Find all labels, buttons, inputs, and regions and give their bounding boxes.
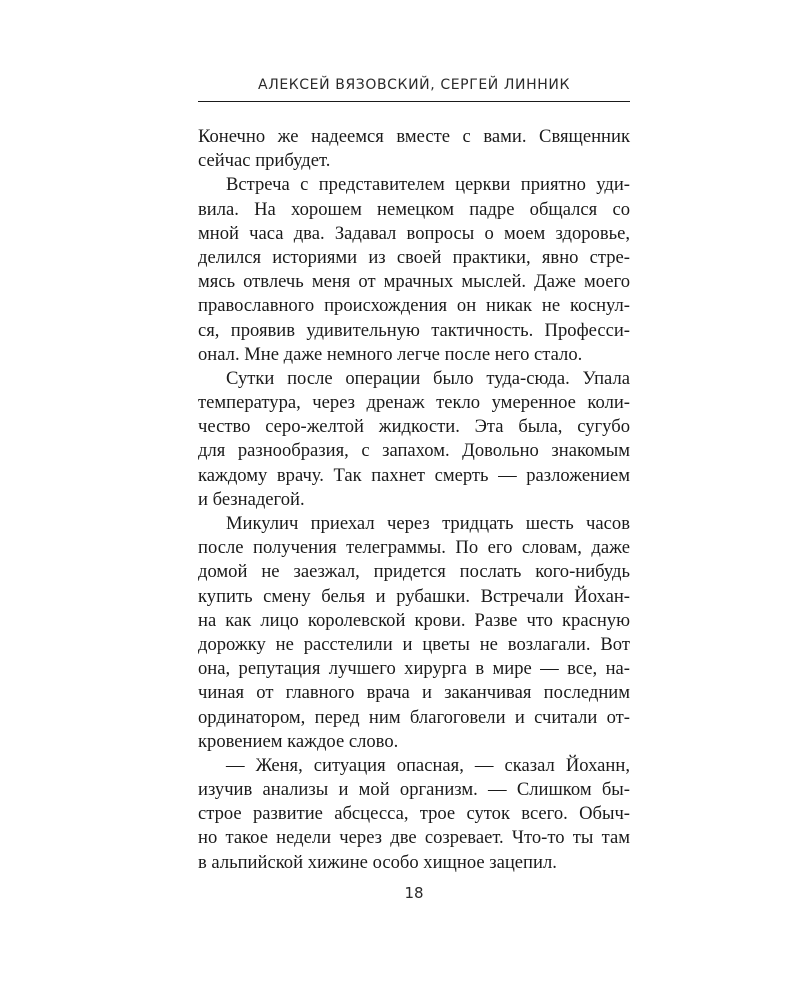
text-line: для разнообразия, с запахом. Довольно знакомым [198,440,630,462]
text-line: домой не заезжал, придется послать кого-нибудь [198,561,630,583]
running-header: АЛЕКСЕЙ ВЯЗОВСКИЙ, СЕРГЕЙ ЛИННИК [258,77,570,93]
text-line: строе развитие абсцесса, трое суток всего. Обыч- [198,803,630,825]
text-line: православного происхождения он никак не коснул- [198,295,630,317]
text-line: Микулич приехал через тридцать шесть часов [226,513,630,534]
text-line: температура, через дренаж текло умеренное коли- [198,392,630,414]
page-number: 18 [404,884,424,902]
text-line: в альпийской хижине особо хищное зацепил. [198,851,557,873]
text-line: чество серо-желтой жидкости. Эта была, сугубо [198,416,630,438]
text-line: мной часа два. Задавал вопросы о моем здоровье, [198,222,630,244]
body-text [198,125,630,875]
text-line: Встреча с представителем церкви приятно уди- [226,174,630,196]
text-line: купить смену белья и рубашки. Встречали Йохан- [198,585,630,607]
text-line: вила. На хорошем немецком падре общался со [198,198,630,220]
text-line: она, репутация лучшего хирурга в мире — все, на- [198,658,630,680]
text-line: каждому врачу. Так пахнет смерть — разложением [198,464,630,486]
text-line: Конечно же надеемся вместе с вами. Священник [198,126,630,147]
text-line: после получения телеграммы. По его словам, даже [198,537,630,559]
text-line: ся, проявив удивительную тактичность. Професси- [198,319,630,341]
text-line: на как лицо королевской крови. Разве что красную [198,609,630,631]
text-line: мясь отвлечь меня от мрачных мыслей. Даже моего [198,271,630,293]
text-line: кровением каждое слово. [198,730,399,752]
text-line: и безнадегой. [198,488,305,510]
text-line: сейчас прибудет. [198,150,331,172]
header-rule [198,101,630,102]
text-line: Сутки после операции было туда-сюда. Упала [226,367,630,389]
text-line: изучив анализы и мой организм. — Слишком бы- [198,779,630,801]
text-line: — Женя, ситуация опасная, — сказал Йоханн, [226,754,630,776]
text-line: дорожку не расстелили и цветы не возлагали. Вот [198,633,630,655]
text-line: ординатором, перед ним благоговели и считали от- [198,706,630,728]
text-line: онал. Мне даже немного легче после него стало. [198,343,583,365]
text-line: но такое недели через две созревает. Что-то ты там [198,827,630,849]
text-line: чиная от главного врача и заканчивая последним [198,682,630,704]
text-line: делился историями из своей практики, явно стре- [198,246,630,268]
